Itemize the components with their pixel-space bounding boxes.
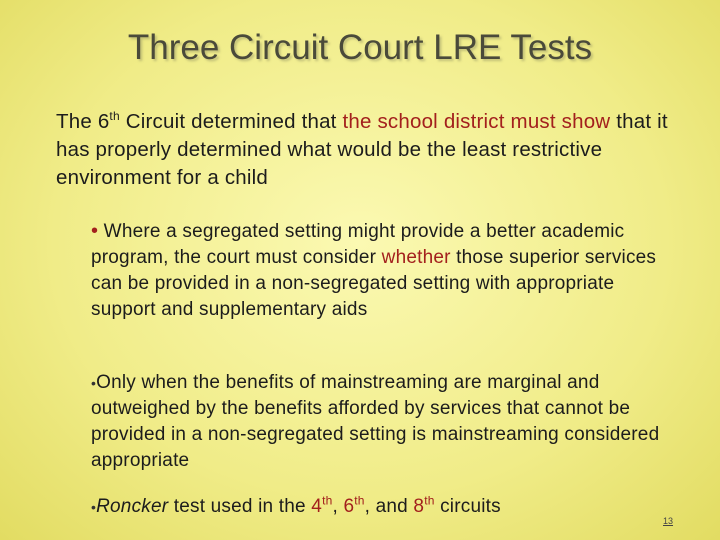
circuit-4: 4: [311, 496, 323, 517]
bullet-dot-icon: •: [91, 220, 99, 242]
bullet-3-text-2: ,: [332, 496, 344, 517]
bullet-1-text-2: those superior services can be provided in a non-segregated setting with appropriate support and supplementary aids: [91, 247, 657, 320]
intro-highlight: the school district must show: [342, 110, 611, 133]
bullet-dot-icon: •: [91, 375, 97, 391]
page-number[interactable]: 13: [663, 516, 674, 526]
intro-sup: th: [109, 109, 120, 124]
slide-title: Three Circuit Court LRE Tests: [127, 28, 593, 67]
bullet-2-text: Only when the benefits of mainstreaming are marginal and outweighed by the benefits afforded by services that cannot be provided in a non-segregated setting is mainstreaming considered appropriate: [91, 372, 660, 471]
intro-text-1: The 6: [56, 110, 110, 133]
intro-text-2: Circuit determined that: [119, 110, 343, 133]
intro-paragraph: [56, 108, 696, 192]
circuit-4-sup: th: [322, 493, 333, 508]
circuit-8: 8: [413, 496, 425, 517]
bullet-3-text-1: test used in the: [168, 496, 312, 517]
bullet-1-highlight: whether: [381, 247, 451, 268]
circuit-8-sup: th: [424, 493, 435, 508]
bullet-mainstreaming: [91, 370, 691, 474]
bullet-3-text-3: , and: [364, 496, 414, 517]
circuit-6: 6: [343, 496, 355, 517]
bullet-segregated-setting: [91, 218, 661, 323]
intro-text-3: that it has properly determined what would be the least restrictive environment for a child: [56, 110, 668, 189]
circuit-6-sup: th: [354, 493, 365, 508]
bullet-3-text-4: circuits: [434, 496, 501, 517]
roncker-italic: Roncker: [96, 496, 169, 517]
bullet-roncker-test: [91, 494, 691, 520]
bullet-dot-icon: •: [91, 499, 97, 515]
bullet-1-text-1: Where a segregated setting might provide a better academic program, the court must consider: [91, 221, 625, 268]
